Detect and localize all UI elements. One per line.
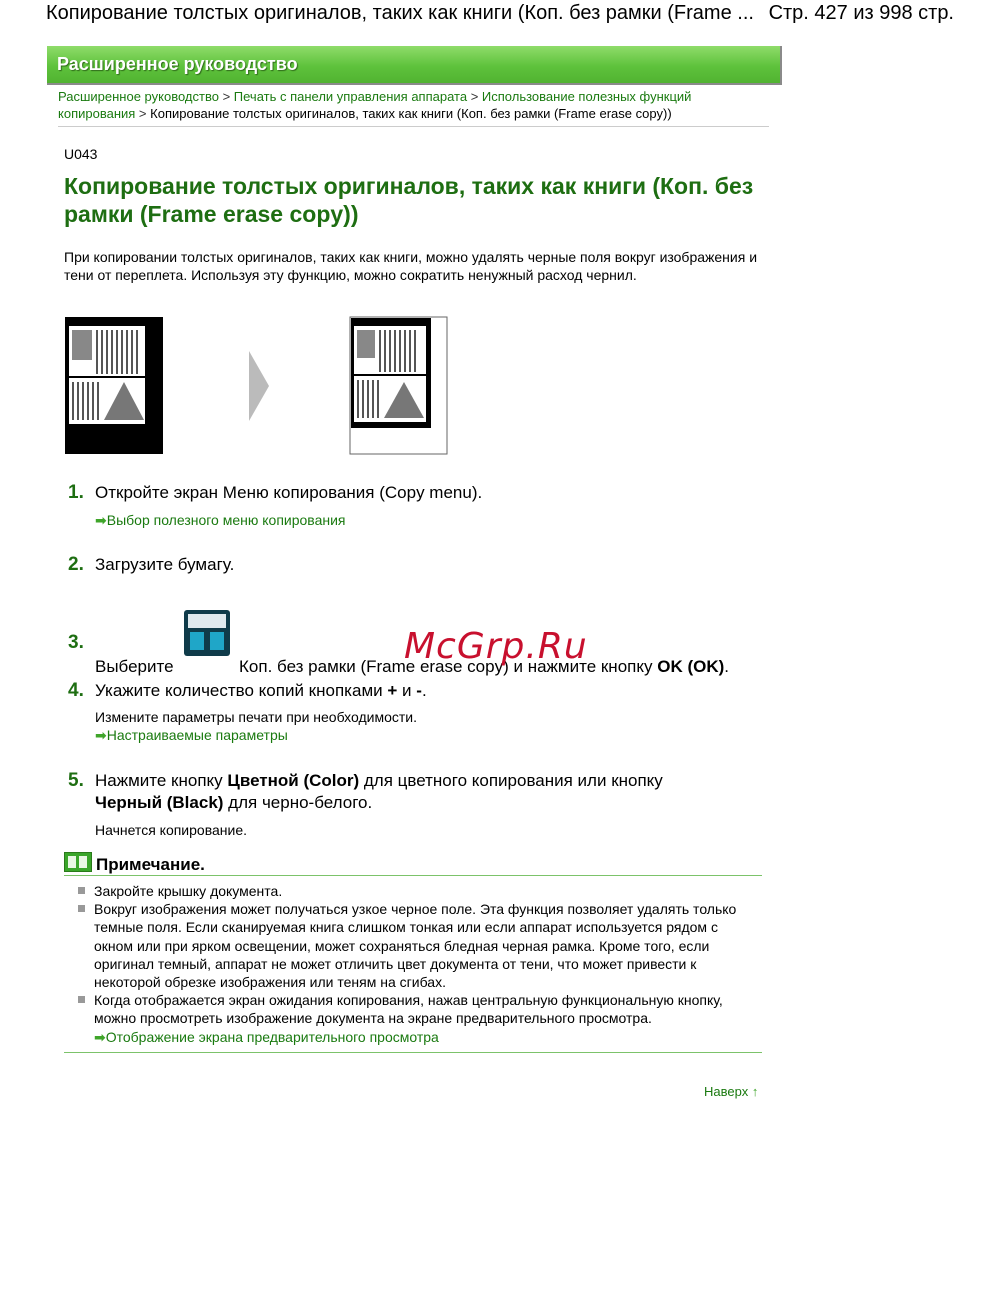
back-to-top-text: Наверх [704,1084,749,1099]
note-bottom-rule [64,1052,762,1053]
arrow-link-icon: ➡ [95,512,107,528]
note-link-row [78,1028,748,1046]
watermark: McGrp.Ru [404,626,588,667]
step-text [95,770,775,814]
step-number: 2. [68,554,84,575]
divider [58,126,769,127]
step-number: 4. [68,680,84,701]
step-5-p3: для черно-белого. [228,793,373,812]
note-item [78,882,748,900]
ok-button-label: OK (OK) [657,657,725,676]
note-top-rule [64,875,762,876]
arrow-right-icon [249,351,269,421]
step-4-link-row [95,726,288,744]
arrow-link-icon: ➡ [95,727,107,743]
copy-result [350,317,447,454]
breadcrumb [58,88,770,122]
note-item [78,900,748,991]
note-text: Вокруг изображения может получаться узкое черное поле. Эта функция позволяет удалять только темные поля. Если сканируемая книга слишком тонкая или если аппарат используется рядом с окном или при ярком освещении, может сохраняться бледная черная рамка. Кроме того, если оригинал темный, аппарат не может отличить цвет документа от тени, что может привести к некоторой обрезке изображения или теням на сгибах. [94,901,737,991]
step-number: 3. [68,632,84,653]
breadcrumb-link-1[interactable]: Расширенное руководство [58,89,219,104]
frame-erase-illustration [64,316,464,456]
breadcrumb-sep: > [470,89,479,104]
step-number: 5. [68,770,84,791]
breadcrumb-current: Копирование толстых оригиналов, таких как книги (Коп. без рамки (Frame erase copy)) [150,106,672,121]
step-text: Откройте экран Меню копирования (Copy menu). [95,483,483,502]
breadcrumb-sep: > [138,106,147,121]
note-text: Закройте крышку документа. [94,883,283,899]
note-list [78,882,748,1046]
note-item [78,991,748,1027]
step-text [95,680,775,702]
punct: . [724,657,730,676]
link-settings[interactable]: Настраиваемые параметры [106,727,288,743]
note-text: Когда отображается экран ожидания копирования, нажав центральную функциональную кнопку, можно просмотреть изображение документа на экране предварительного просмотра. [94,992,723,1027]
book-icon [64,852,92,872]
step-4-sub: Измените параметры печати при необходимости. [95,709,417,725]
link-preview-screen[interactable]: Отображение экрана предварительного просмотра [105,1028,439,1045]
banner-label: Расширенное руководство [57,54,298,74]
plus-key-label: + [387,681,398,700]
step-4-text: Укажите количество копий кнопками [95,681,383,700]
black-button-label: Черный (Black) [95,793,224,812]
step-3-post: Коп. без рамки (Frame erase copy) и нажмите кнопку [239,657,653,676]
note-heading-text: Примечание. [96,855,205,874]
link-copy-menu[interactable]: Выбор полезного меню копирования [106,512,346,528]
step-1-link-row [95,511,346,529]
intro-paragraph: При копировании толстых оригиналов, таких как книги, можно удалять черные поля вокруг изображения и тени от переплета. Используя эту функцию, можно сократить ненужный расход чернил. [64,249,758,283]
page-title-bar: Копирование толстых оригиналов, таких как книги (Коп. без рамки (Frame ... [46,2,754,24]
arrow-link-icon: ➡ [94,1028,106,1045]
minus-key-label: - [416,681,422,700]
page-counter: Стр. 427 из 998 стр. [768,2,954,24]
step-3-pre: Выберите [95,657,174,676]
back-to-top-link[interactable] [704,1084,758,1099]
original-with-black-border [65,317,163,454]
doc-code: U043 [64,146,98,162]
breadcrumb-link-2[interactable]: Печать с панели управления аппарата [233,89,468,104]
page-heading: Копирование толстых оригиналов, таких как книги (Коп. без рамки (Frame erase copy)) [64,173,754,227]
step-number: 1. [68,482,84,503]
step-text: Загрузите бумагу. [95,555,235,574]
manual-banner [47,46,782,85]
step-5-p1: Нажмите кнопку [95,771,223,790]
step-5-p2: для цветного копирования или кнопку [363,771,663,790]
note-heading [64,852,205,875]
color-button-label: Цветной (Color) [227,771,360,790]
breadcrumb-link-3[interactable]: Использование полезных функций копирования [58,89,692,121]
frame-erase-icon [184,610,230,656]
breadcrumb-sep: > [222,89,231,104]
step-5-sub: Начнется копирование. [95,822,247,838]
page-header [0,0,1000,36]
arrow-up-icon: ↑ [751,1084,759,1099]
conj: и [402,681,412,700]
punct: . [421,681,427,700]
